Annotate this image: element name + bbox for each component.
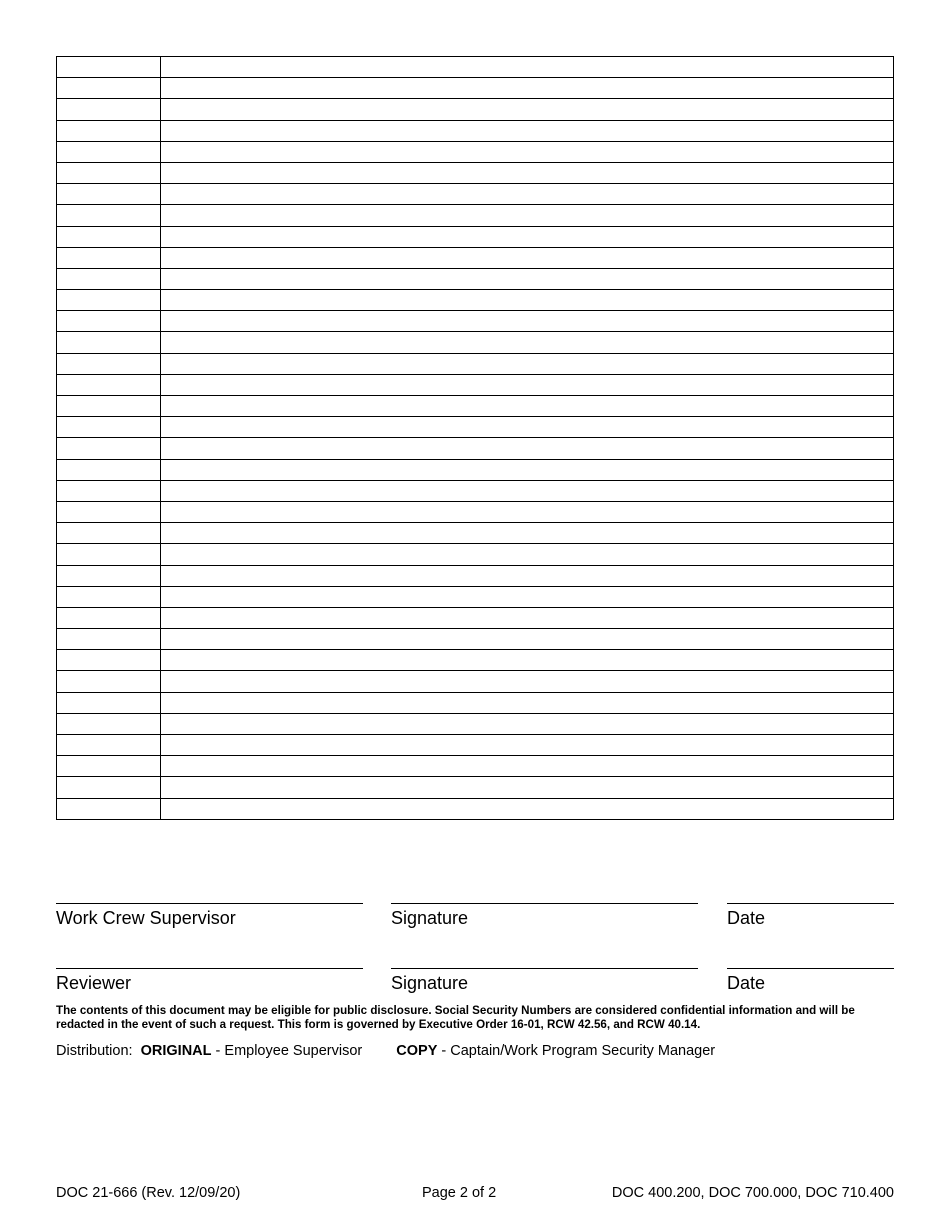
table-row — [57, 247, 894, 268]
table-row — [57, 798, 894, 819]
table-cell-wide[interactable] — [161, 713, 894, 734]
disclosure-notice: The contents of this document may be eligible for public disclosure. Social Security Numbers are considered confidential information and will be redacted in the event of such a request. This form is governed by Executive Order 16-01, RCW 42.56, and RCW 40.14. — [56, 1004, 855, 1031]
distribution-original-label: ORIGINAL — [140, 1043, 212, 1059]
table-cell-wide[interactable] — [161, 396, 894, 417]
table-row — [57, 777, 894, 798]
table-cell-narrow[interactable] — [57, 501, 161, 522]
table-cell-narrow[interactable] — [57, 268, 161, 289]
table-row — [57, 99, 894, 120]
table-row — [57, 120, 894, 141]
table-row — [57, 544, 894, 565]
table-row — [57, 607, 894, 628]
table-cell-wide[interactable] — [161, 777, 894, 798]
reviewer-date-line[interactable] — [727, 968, 894, 969]
table-cell-wide[interactable] — [161, 99, 894, 120]
table-cell-narrow[interactable] — [57, 713, 161, 734]
table-cell-narrow[interactable] — [57, 650, 161, 671]
table-cell-wide[interactable] — [161, 205, 894, 226]
table-row — [57, 78, 894, 99]
footer-policy-references: DOC 400.200, DOC 700.000, DOC 710.400 — [611, 1185, 894, 1201]
table-cell-narrow[interactable] — [57, 57, 161, 78]
table-cell-narrow[interactable] — [57, 353, 161, 374]
table-cell-wide[interactable] — [161, 692, 894, 713]
table-cell-wide[interactable] — [161, 438, 894, 459]
distribution-line — [56, 1042, 715, 1060]
log-table-body — [57, 57, 894, 820]
table-row — [57, 268, 894, 289]
table-cell-wide[interactable] — [161, 290, 894, 311]
table-row — [57, 162, 894, 183]
reviewer-date-label: Date — [727, 973, 766, 993]
table-cell-narrow[interactable] — [57, 523, 161, 544]
table-row — [57, 57, 894, 78]
table-cell-narrow[interactable] — [57, 396, 161, 417]
table-row — [57, 353, 894, 374]
table-cell-narrow[interactable] — [57, 78, 161, 99]
table-row — [57, 735, 894, 756]
table-cell-narrow[interactable] — [57, 798, 161, 819]
table-row — [57, 311, 894, 332]
distribution-copy-label: COPY — [396, 1043, 438, 1059]
table-cell-wide[interactable] — [161, 226, 894, 247]
table-row — [57, 290, 894, 311]
table-row — [57, 586, 894, 607]
table-row — [57, 374, 894, 395]
table-row — [57, 650, 894, 671]
table-row — [57, 205, 894, 226]
supervisor-date-label: Date — [727, 908, 766, 928]
table-cell-narrow[interactable] — [57, 586, 161, 607]
table-cell-wide[interactable] — [161, 586, 894, 607]
table-cell-narrow[interactable] — [57, 374, 161, 395]
table-cell-wide[interactable] — [161, 141, 894, 162]
table-cell-narrow[interactable] — [57, 544, 161, 565]
table-cell-narrow[interactable] — [57, 692, 161, 713]
table-row — [57, 671, 894, 692]
table-cell-narrow[interactable] — [57, 438, 161, 459]
table-cell-narrow[interactable] — [57, 205, 161, 226]
table-cell-narrow[interactable] — [57, 756, 161, 777]
table-cell-narrow[interactable] — [57, 290, 161, 311]
supervisor-signature-line[interactable] — [391, 903, 698, 904]
table-row — [57, 692, 894, 713]
table-cell-narrow[interactable] — [57, 120, 161, 141]
table-cell-wide[interactable] — [161, 417, 894, 438]
table-row — [57, 459, 894, 480]
supervisor-name-label: Work Crew Supervisor — [56, 908, 236, 928]
table-cell-narrow[interactable] — [57, 459, 161, 480]
table-cell-wide[interactable] — [161, 353, 894, 374]
table-cell-narrow[interactable] — [57, 671, 161, 692]
table-row — [57, 438, 894, 459]
table-row — [57, 332, 894, 353]
table-cell-wide[interactable] — [161, 332, 894, 353]
table-row — [57, 565, 894, 586]
reviewer-name-line[interactable] — [56, 968, 363, 969]
table-cell-narrow[interactable] — [57, 417, 161, 438]
distribution-copy-text: - Captain/Work Program Security Manager — [437, 1043, 716, 1059]
footer-form-number: DOC 21-666 (Rev. 12/09/20) — [56, 1185, 241, 1201]
table-cell-wide[interactable] — [161, 544, 894, 565]
supervisor-name-line[interactable] — [56, 903, 363, 904]
footer-page-number: Page 2 of 2 — [422, 1185, 497, 1201]
table-row — [57, 141, 894, 162]
table-cell-wide[interactable] — [161, 120, 894, 141]
table-cell-wide[interactable] — [161, 184, 894, 205]
supervisor-signature-label: Signature — [391, 908, 469, 928]
table-cell-wide[interactable] — [161, 501, 894, 522]
table-cell-wide[interactable] — [161, 311, 894, 332]
table-cell-wide[interactable] — [161, 57, 894, 78]
table-cell-wide[interactable] — [161, 671, 894, 692]
log-table — [56, 56, 894, 820]
table-cell-wide[interactable] — [161, 480, 894, 501]
table-row — [57, 417, 894, 438]
table-row — [57, 226, 894, 247]
reviewer-signature-line[interactable] — [391, 968, 698, 969]
table-cell-wide[interactable] — [161, 629, 894, 650]
table-row — [57, 396, 894, 417]
distribution-prefix: Distribution: — [56, 1043, 133, 1059]
table-row — [57, 713, 894, 734]
reviewer-signature-label: Signature — [391, 973, 469, 993]
table-cell-wide[interactable] — [161, 247, 894, 268]
table-row — [57, 184, 894, 205]
table-cell-narrow[interactable] — [57, 735, 161, 756]
distribution-original-text: - Employee Supervisor — [211, 1043, 363, 1059]
table-cell-wide[interactable] — [161, 268, 894, 289]
table-row — [57, 756, 894, 777]
table-cell-narrow[interactable] — [57, 184, 161, 205]
table-cell-narrow[interactable] — [57, 141, 161, 162]
table-row — [57, 480, 894, 501]
table-row — [57, 501, 894, 522]
supervisor-date-line[interactable] — [727, 903, 894, 904]
table-cell-narrow[interactable] — [57, 777, 161, 798]
table-cell-wide[interactable] — [161, 78, 894, 99]
table-cell-narrow[interactable] — [57, 226, 161, 247]
table-row — [57, 629, 894, 650]
table-cell-narrow[interactable] — [57, 247, 161, 268]
table-cell-wide[interactable] — [161, 523, 894, 544]
table-cell-wide[interactable] — [161, 756, 894, 777]
table-cell-wide[interactable] — [161, 162, 894, 183]
table-cell-narrow[interactable] — [57, 480, 161, 501]
table-cell-narrow[interactable] — [57, 332, 161, 353]
table-cell-wide[interactable] — [161, 459, 894, 480]
table-cell-wide[interactable] — [161, 565, 894, 586]
table-cell-wide[interactable] — [161, 650, 894, 671]
table-cell-narrow[interactable] — [57, 162, 161, 183]
table-cell-wide[interactable] — [161, 735, 894, 756]
table-cell-narrow[interactable] — [57, 607, 161, 628]
table-cell-wide[interactable] — [161, 607, 894, 628]
table-cell-wide[interactable] — [161, 798, 894, 819]
reviewer-name-label: Reviewer — [56, 973, 132, 993]
table-cell-narrow[interactable] — [57, 311, 161, 332]
table-cell-narrow[interactable] — [57, 99, 161, 120]
table-cell-narrow[interactable] — [57, 629, 161, 650]
table-cell-narrow[interactable] — [57, 565, 161, 586]
table-cell-wide[interactable] — [161, 374, 894, 395]
table-row — [57, 523, 894, 544]
